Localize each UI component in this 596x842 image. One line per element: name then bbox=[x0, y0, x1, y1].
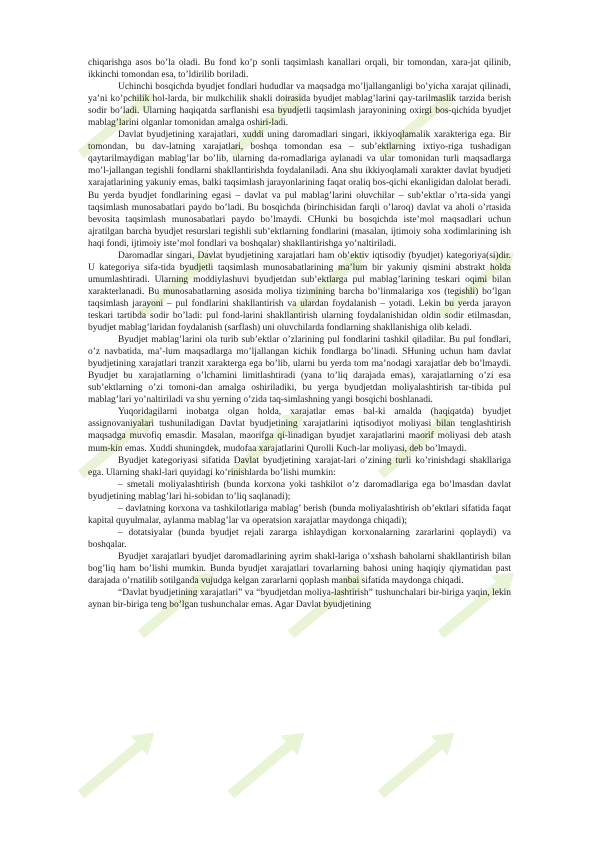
paragraph: Byudjet kategoriyasi sifatida Davlat byudjetining xarajat-lari o’zining turli ko’rinishdagi shakllariga ega. Ularning shakl-lari quyidagi ko’rinishlarda bo’lishi mumkin: bbox=[88, 455, 511, 478]
paragraph: Davlat byudjetining xarajatlari, xuddi uning daromadlari singari, ikkiyoqlamalik xarakteriga ega. Bir tomondan, bu dav-latning xarajatlari, boshqa tomondan esa – sub’ektlarning ixtiyo-riga tushadigan qaytarilmaydigan mablag’lar bo’lib, ularning da-romadlariga aylanadi va ular tomonidan turli maqsadlarga mo’l-jallangan tegishli fondlarni shakllantirishda foydalaniladi. Ana shu ikkiyoqlamali xarakter davlat byudjeti xarajatlarining yakuniy emas, balki taqsimlash jarayonlarining faqat oraliq bos-qichi ekanligidan dalolat beradi. Bu yerda byudjet fondlarining egasi – davlat va pul mablag’larini oluvchilar – sub’ektlar o’rta-sida yangi taqsimlash munosabatlari paydo bo’ladi. Bu bosqichda (birinchisidan farqli o’laroq) davlat va aholi o’rtasida bevosita taqsimlash munosabatlari paydo bo’lmaydi. CHunki bu bosqichda iste’mol maqsadlari uchun ajratilgan barcha byudjet resurslari tegishli sub’ektlarning fondlarini (masalan, ijtimoiy soha xodimlarining ish haqi fondi, ijtimoiy iste’mol fondlari va boshqalar) shakllantirishga yo’naltiriladi. bbox=[88, 130, 511, 249]
watermark-mark bbox=[223, 723, 313, 805]
list-item: – smetali moliyalashtirish (bunda korxona yoki tashkilot o’z daromadlariga ega bo’lmasdan davlat byudjetining mablag’lari hi-sobidan to’liq saqlanadi); bbox=[88, 479, 511, 502]
paragraph: Daromadlar singari, Davlat byudjetining xarajatlari ham ob’ektiv iqtisodiy (byudjet) kategoriya(si)dir. U kategoriya sifa-tida byudjetli taqsimlash munosabatlarining ma’lum bir yakuniy qismini abstrakt holda umumlashtiradi. Ularning moddiylashuvi byudjetdan sub’ektlarga pul mablag’larining teskari oqimi bilan xarakterlanadi. Bu munosabatlarning asosida moliya tizimining barcha bo’linmalariga xos (tegishli) bo’lgan taqsimlash jarayoni – pul fondlarini shakllantirish va ulardan foydalanish – yotadi. Lekin bu yerda jarayon teskari tartibda sodir bo’ladi: pul fond-larini shakllantirish ularning foydalanishidan oldin sodir etilmasdan, byudjet mablag’laridan foydalanish (sarflash) uni oluvchilarda fondlarning shakllanishiga olib keladi. bbox=[88, 250, 511, 334]
document-body bbox=[88, 57, 511, 611]
paragraph: Byudjet xarajatlari byudjet daromadlarining ayrim shakl-lariga o’xshash baholarni shakllantirish bilan bog’liq ham bo’lishi mumkin. Bunda byudjet xarajatlari tovarlarning bahosi uning haqiqiy qiymatidan past darajada o’rnatilib sotilganda vujudga kelgan zararlarni qoplash manbai sifatida maydonga chiqadi. bbox=[88, 551, 511, 587]
paragraph: Byudjet mablag’larini ola turib sub’ektlar o’zlarining pul fondlarini tashkil qiladilar. Bu pul fondlari, o’z navbatida, ma’-lum maqsadlarga mo’ljallangan kichik fondlarga bo’linadi. SHuning uchun ham davlat byudjetining xarajatlari tranzit xarakterga ega bo’lib, ularni bu yerda tom ma’nodagi xarajatlar deb bo’lmaydi. Byudjet bu xarajatlarning o’lchamini limitlashtiradi (yana to’liq darajada emas), xarajatlarning o’zi esa sub’ektlarning o’zi tomoni-dan amalga oshiriladiki, bu yerga byudjetdan moliyalashtirish tar-tibida pul mablag’lari yo’naltiriladi va shu yerning o’zida taq-simlashning yangi bosqichi boshlanadi. bbox=[88, 335, 511, 406]
paragraph: chiqarishga asos bo’la oladi. Bu fond ko’p sonli taqsimlash kanallari orqali, bir tomondan, xara-jat qilinib, ikkinchi tomondan esa, to’ldirilib boriladi. bbox=[88, 58, 511, 81]
paragraph: “Davlat byudjetining xarajatlari” va “byudjetdan moliya-lashtirish” tushunchalari bir-biriga yaqin, lekin aynan bir-biriga teng bo’lgan tushunchalar emas. Agar Davlat byudjetining bbox=[88, 588, 511, 611]
paragraph: Uchinchi bosqichda byudjet fondlari hududlar va maqsadga mo’ljallanganligi bo’yicha xarajat qilinadi, ya’ni ko’pchilik hol-larda, bir mulkchilik shakli doirasida byudjet mablag’larini qay-tarilmaslik tarzida berish sodir bo’ladi. Ularning haqiqatda sarflanishi esa byudjetli taqsimlash jarayonining oxirgi bos-qichida byudjet mablag’larini olganlar tomonidan amalga oshiri-ladi. bbox=[88, 82, 511, 129]
watermark-mark bbox=[373, 723, 463, 805]
list-item: – dotatsiyalar (bunda byudjet rejali zararga ishlaydigan korxonalarning zararlarini qoplaydi) va boshqalar. bbox=[88, 527, 511, 550]
list-item: – davlatning korxona va tashkilotlariga mablag’ berish (bunda moliyalashtirish ob’ektlari sifatida faqat kapital quyulmalar, aylanma mablag’lar va operatsion xarajatlar maydonga chiqadi); bbox=[88, 503, 511, 526]
paragraph: Yuqoridagilarni inobatga olgan holda, xarajatlar emas bal-ki amalda (haqiqatda) byudjet assignovaniyalari tushuniladigan Davlat byudjetining xarajatlarini iqtisodiyot moliyasi bilan tenglashtirish maqsadga muvofiq emasdir. Masalan, maorifga qi-linadigan byudjet xarajatlarini maorif moliyasi deb atash mum-kin emas. Xuddi shuningdek, mudofaa xarajatlarini Qurolli Kuch-lar moliyasi, deb bo’lmaydi. bbox=[88, 407, 511, 454]
watermark-mark bbox=[73, 723, 163, 805]
